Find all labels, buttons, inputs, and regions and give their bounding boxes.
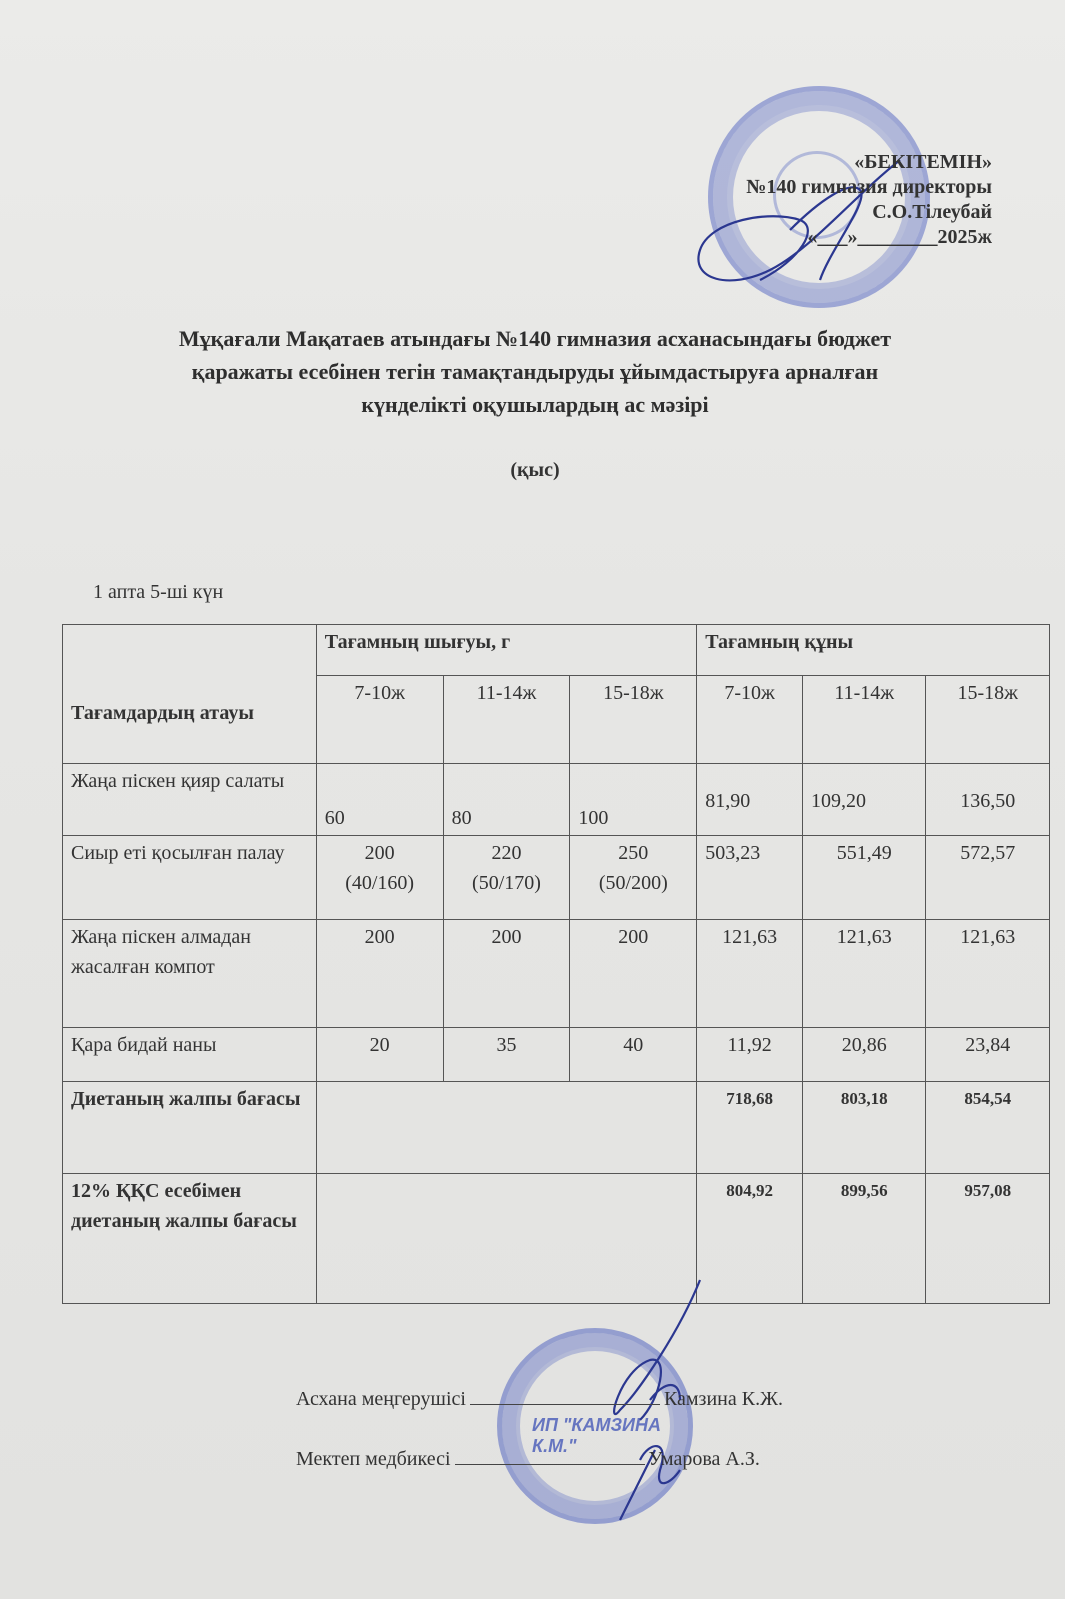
total-vat-row [63, 1174, 1050, 1304]
output-cell [570, 836, 697, 920]
output-value: 250 [618, 842, 649, 864]
price-value: 11,92 [697, 1028, 803, 1082]
output-value: 200 [570, 920, 697, 1028]
approval-name: С.О.Тілеубай [872, 201, 992, 223]
price-age-1: 7-10ж [697, 676, 803, 764]
output-value: 100 [570, 764, 697, 836]
total-price: 718,68 [697, 1082, 803, 1174]
price-value: 109,20 [802, 764, 926, 836]
stamp-text: ИП "КАМЗИНА К.М." [532, 1415, 661, 1456]
output-age-3: 15-18ж [570, 676, 697, 764]
total-vat-price: 804,92 [697, 1174, 803, 1304]
title-line-3: күнделікті оқушылардың ас мәзірі [361, 392, 709, 417]
price-value: 121,63 [802, 920, 926, 1028]
total-row [63, 1082, 1050, 1174]
total-vat-price: 957,08 [926, 1174, 1050, 1304]
output-age-1: 7-10ж [316, 676, 443, 764]
menu-table [62, 624, 1050, 1304]
output-cell [316, 836, 443, 920]
price-age-3: 15-18ж [926, 676, 1050, 764]
output-value: 20 [316, 1028, 443, 1082]
output-detail: (50/200) [598, 872, 668, 894]
output-value: 220 [491, 842, 522, 864]
approval-heading: «БЕКІТЕМІН» [854, 151, 992, 173]
output-cell [443, 836, 570, 920]
nurse-name: Умарова А.З. [648, 1448, 760, 1470]
output-value: 40 [570, 1028, 697, 1082]
price-value: 551,49 [802, 836, 926, 920]
header-output: Тағамның шығуы, г [316, 625, 696, 676]
price-age-2: 11-14ж [802, 676, 926, 764]
dish-name: Жаңа піскен қияр салаты [63, 764, 317, 836]
nurse-signature-row [296, 1446, 760, 1471]
header-row-1 [63, 625, 1050, 676]
canteen-name: Камзина К.Ж. [663, 1388, 783, 1410]
table-row [63, 920, 1050, 1028]
dish-name: Қара бидай наны [63, 1028, 317, 1082]
signature-line [455, 1446, 645, 1465]
approval-block [746, 150, 992, 250]
dish-name: Сиыр еті қосылған палау [63, 836, 317, 920]
price-value: 121,63 [697, 920, 803, 1028]
price-value: 23,84 [926, 1028, 1050, 1082]
canteen-role: Асхана меңгерушісі [296, 1388, 466, 1410]
price-value: 20,86 [802, 1028, 926, 1082]
output-value: 200 [443, 920, 570, 1028]
total-vat-price: 899,56 [802, 1174, 926, 1304]
day-label: 1 апта 5-ші күн [93, 581, 224, 603]
output-value: 200 [364, 842, 395, 864]
price-value: 136,50 [926, 764, 1050, 836]
total-price: 803,18 [802, 1082, 926, 1174]
total-label: Диетаның жалпы бағасы [63, 1082, 317, 1174]
header-price: Тағамның құны [697, 625, 1050, 676]
title-line-2: қаражаты есебінен тегін тамақтандыруды ұйымдастыруға арналған [191, 359, 879, 384]
output-detail: (40/160) [345, 872, 415, 894]
output-age-2: 11-14ж [443, 676, 570, 764]
approval-date: «___»________2025ж [807, 226, 992, 248]
price-value: 503,23 [697, 836, 803, 920]
canteen-signature-row [296, 1386, 783, 1411]
title-line-1: Мұқағали Мақатаев атындағы №140 гимназия асханасындағы бюджет [178, 326, 892, 351]
signature-line [470, 1386, 660, 1405]
document-title [90, 322, 980, 421]
price-value: 81,90 [697, 764, 803, 836]
output-value: 200 [316, 920, 443, 1028]
table-row [63, 764, 1050, 836]
nurse-role: Мектеп медбикесі [296, 1448, 451, 1470]
season-label: (қыс) [510, 459, 560, 481]
price-value: 121,63 [926, 920, 1050, 1028]
output-value: 60 [316, 764, 443, 836]
table-row [63, 836, 1050, 920]
total-vat-label: 12% ҚҚС есебімен диетаның жалпы бағасы [63, 1174, 317, 1304]
output-detail: (50/170) [472, 872, 541, 894]
output-value: 35 [443, 1028, 570, 1082]
approval-position: №140 гимназия директоры [746, 176, 992, 198]
output-value: 80 [443, 764, 570, 836]
price-value: 572,57 [926, 836, 1050, 920]
total-price: 854,54 [926, 1082, 1050, 1174]
header-dish-name: Тағамдардың атауы [63, 625, 317, 764]
table-row [63, 1028, 1050, 1082]
total-empty-cell [316, 1082, 696, 1174]
dish-name: Жаңа піскен алмадан жасалған компот [63, 920, 317, 1028]
